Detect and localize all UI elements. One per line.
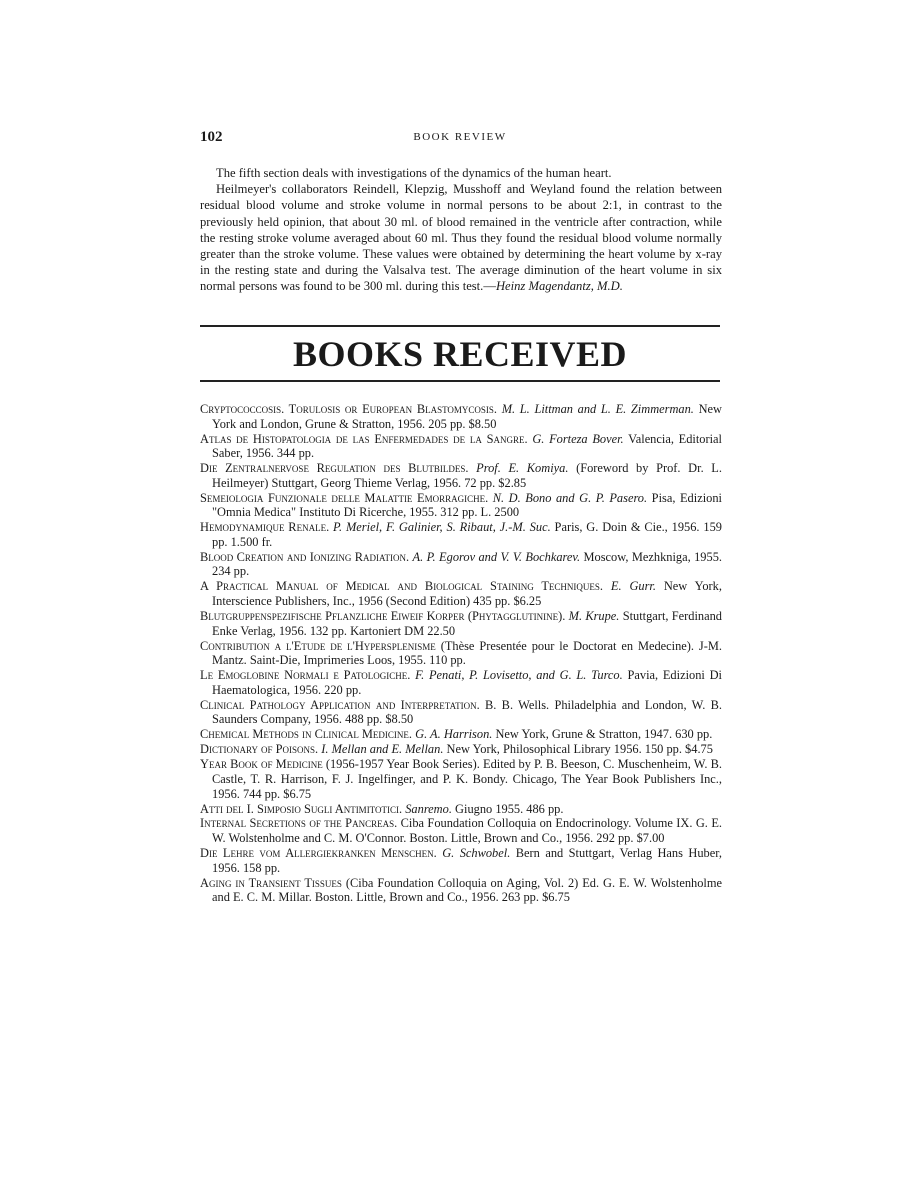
review-signature: Heinz Magendantz, M.D. xyxy=(495,279,623,294)
bottom-rule xyxy=(200,380,720,382)
book-title: Year Book of Medicine xyxy=(200,757,323,772)
book-title: Atlas de Histopatologia de las Enfermedades de la Sangre. xyxy=(200,431,528,446)
book-entry xyxy=(200,668,722,697)
book-authors: E. Gurr. xyxy=(610,579,656,594)
book-details: New York and London, Grune & Stratton, 1956. 205 pp. $8.50 xyxy=(212,402,722,431)
book-title: A Practical Manual of Medical and Biological Staining Techniques. xyxy=(200,579,604,594)
book-entry xyxy=(200,432,722,461)
book-authors: F. Penati, P. Lovisetto, and G. L. Turco. xyxy=(415,668,623,683)
book-authors: M. Krupe. xyxy=(568,609,620,624)
book-authors: N. D. Bono and G. P. Pasero. xyxy=(492,490,648,505)
book-details: New York, Grune & Stratton, 1947. 630 pp. xyxy=(495,727,713,742)
book-entry xyxy=(200,816,722,845)
book-title: Blutgruppenspezifische Pflanzliche Eiweif Korper (Phytagglutinine). xyxy=(200,609,566,624)
book-title: Aging in Transient Tissues xyxy=(200,875,342,890)
book-title: Die Lehre vom Allergiekranken Menschen. xyxy=(200,846,437,861)
book-entry xyxy=(200,802,722,817)
book-title: Chemical Methods in Clinical Medicine. xyxy=(200,727,413,742)
page-number: 102 xyxy=(200,129,223,145)
book-authors: I. Mellan and E. Mellan. xyxy=(321,742,444,757)
review-paragraph xyxy=(200,181,722,294)
book-entry xyxy=(200,402,722,431)
book-details: (Ciba Foundation Colloquia on Aging, Vol. 2) Ed. G. E. W. Wolstenholme and E. C. M. Millar. Boston. Little, Brown and Co., 1956. 263 pp. $6.75 xyxy=(212,875,722,905)
section-title: BOOKS RECEIVED xyxy=(292,334,628,374)
book-title: Clinical Pathology Application and Interpretation. xyxy=(200,697,480,712)
book-entry xyxy=(200,727,722,742)
running-head: BOOK REVIEW xyxy=(413,131,507,143)
book-entry xyxy=(200,639,722,668)
book-title: Hemodynamique Renale. xyxy=(200,520,330,535)
book-details: Pavia, Edizioni Di Haematologica, 1956. 220 pp. xyxy=(212,668,722,697)
book-details: B. B. Wells. Philadelphia and London, W. B. Saunders Company, 1956. 488 pp. $8.50 xyxy=(212,697,722,727)
book-title: Dictionary of Poisons. xyxy=(200,742,319,757)
page-header xyxy=(200,129,720,149)
book-details: Stuttgart, Ferdinand Enke Verlag, 1956. 132 pp. Kartoniert DM 22.50 xyxy=(212,609,723,638)
book-details: New York, Philosophical Library 1956. 150 pp. $4.75 xyxy=(446,742,713,757)
book-details: Paris, G. Doin & Cie., 1956. 159 pp. 1.500 fr. xyxy=(212,520,722,549)
book-authors: G. Forteza Bover. xyxy=(532,431,624,446)
book-entry xyxy=(200,846,722,875)
books-received-list xyxy=(200,402,722,905)
book-details: Moscow, Mezhkniga, 1955. 234 pp. xyxy=(212,549,722,579)
review-paragraph: The fifth section deals with investigations of the dynamics of the human heart. xyxy=(216,166,612,180)
book-entry xyxy=(200,876,722,905)
book-entry xyxy=(200,461,722,490)
book-entry xyxy=(200,609,722,638)
book-authors: G. Schwobel. xyxy=(442,846,511,861)
book-title: Le Emoglobine Normali e Patologiche. xyxy=(200,668,411,683)
book-review-text xyxy=(200,165,722,295)
book-details: (Foreword by Prof. Dr. L. Heilmeyer) Stuttgart, Georg Thieme Verlag, 1956. 72 pp. $2.85 xyxy=(212,461,722,490)
book-details: Valencia, Editorial Saber, 1956. 344 pp. xyxy=(212,431,722,461)
book-details: (Thèse Presentée pour le Doctorat en Medecine). J-M. Mantz. Saint-Die, Imprimeries Loos, 1955. 110 pp. xyxy=(212,638,722,668)
book-entry xyxy=(200,742,722,757)
book-title: Die Zentralnervose Regulation des Blutbildes. xyxy=(200,461,469,476)
review-text: Heilmeyer's collaborators Reindell, Klepzig, Musshoff and Weyland found the relation between residual blood volume and stroke volume in normal persons to be about 2:1, in contrast to the previously held opinion, that about 30 ml. of blood remained in the ventricle after contraction, while the resting stroke volume averaged about 60 ml. Thus they found the residual blood volume normally greater than the stroke volume. These values were obtained by determining the heart volume by x-ray in the resting state and during the Valsalva test. The average diminution of the heart volume in six normal persons was found to be 300 ml. during this test.— xyxy=(200,182,722,294)
book-authors: P. Meriel, F. Galinier, S. Ribaut, J.-M. Suc. xyxy=(333,520,551,535)
book-authors: G. A. Harrison. xyxy=(415,727,493,742)
book-details: Bern and Stuttgart, Verlag Hans Huber, 1956. 158 pp. xyxy=(212,846,722,875)
book-authors: M. L. Littman and L. E. Zimmerman. xyxy=(501,402,694,416)
book-details: Giugno 1955. 486 pp. xyxy=(455,801,564,816)
book-title: Contribution a l'Etude de l'Hypersplenisme xyxy=(200,638,436,653)
book-authors: Sanremo. xyxy=(405,801,452,816)
book-title: Semeiologia Funzionale delle Malattie Emorragiche. xyxy=(200,490,489,505)
book-title: Cryptococcosis. Torulosis or European Blastomycosis. xyxy=(200,402,498,416)
book-details: New York, Interscience Publishers, Inc., 1956 (Second Edition) 435 pp. $6.25 xyxy=(212,579,722,609)
book-authors: A. P. Egorov and V. V. Bochkarev. xyxy=(412,549,581,564)
book-entry xyxy=(200,579,722,608)
book-entry xyxy=(200,757,722,801)
book-authors: Prof. E. Komiya. xyxy=(476,461,569,476)
book-details: Pisa, Edizioni "Omnia Medica" Instituto Di Ricerche, 1955. 312 pp. L. 2500 xyxy=(212,490,722,520)
book-entry xyxy=(200,520,722,549)
top-rule xyxy=(200,325,720,327)
book-title: Internal Secretions of the Pancreas. xyxy=(200,816,398,831)
book-details: (1956-1957 Year Book Series). Edited by P. B. Beeson, C. Muschenheim, W. B. Castle, T. R. Harrison, F. J. Ingelfinger, and P. K. Bondy. Chicago, The Year Book Publishers Inc., 1956. 744 pp. $6.75 xyxy=(212,757,722,801)
book-title: Atti del I. Simposio Sugli Antimitotici. xyxy=(200,801,403,816)
book-details: Ciba Foundation Colloquia on Endocrinology. Volume IX. G. E. W. Wolstenholme and C. M. O'Connor. Boston. Little, Brown and Co., 1956. 292 pp. $7.00 xyxy=(212,816,722,846)
book-entry xyxy=(200,550,722,579)
book-entry xyxy=(200,698,722,727)
book-entry xyxy=(200,491,722,520)
book-title: Blood Creation and Ionizing Radiation. xyxy=(200,549,410,564)
